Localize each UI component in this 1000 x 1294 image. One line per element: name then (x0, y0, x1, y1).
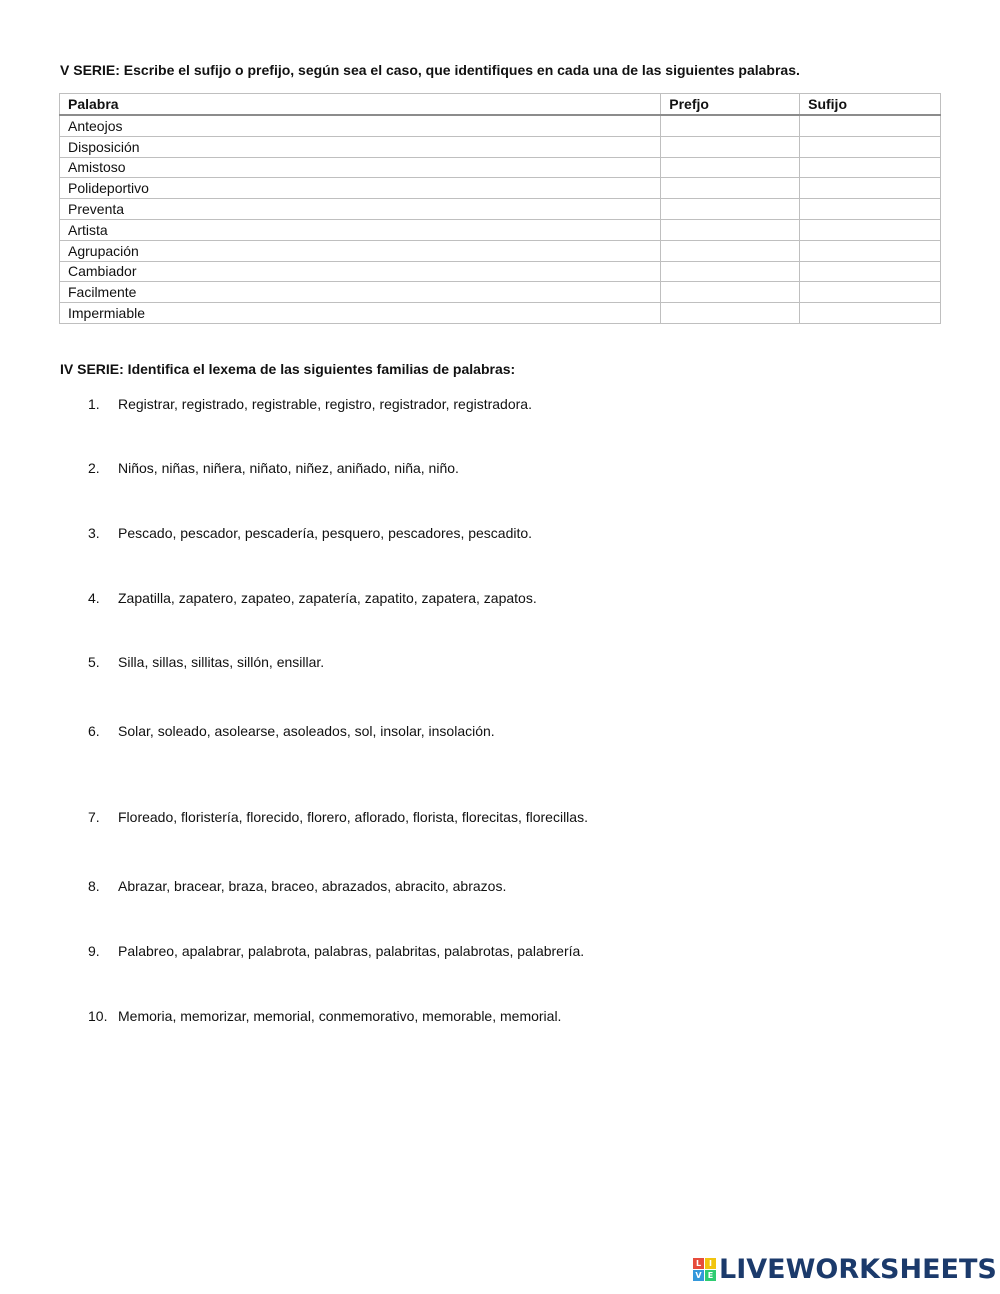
word-cell: Preventa (60, 199, 661, 220)
word-cell: Agrupación (60, 240, 661, 261)
logo-mark-letter: I (705, 1258, 716, 1269)
column-header-prefijo: Prefjo (661, 94, 800, 116)
column-header-sufijo: Sufijo (800, 94, 941, 116)
prefix-answer-cell[interactable] (661, 178, 800, 199)
table-row (60, 303, 941, 324)
list-item-text: Registrar, registrado, registrable, registro, registrador, registradora. (118, 396, 532, 412)
suffix-answer-cell[interactable] (800, 115, 941, 136)
logo-mark-letter: E (705, 1270, 716, 1281)
table-row (60, 240, 941, 261)
list-item-text: Abrazar, bracear, braza, braceo, abrazados, abracito, abrazos. (118, 878, 507, 894)
prefix-answer-cell[interactable] (661, 136, 800, 157)
column-header-palabra: Palabra (60, 94, 661, 116)
list-item (88, 396, 532, 412)
prefix-answer-cell[interactable] (661, 157, 800, 178)
table-row (60, 178, 941, 199)
prefix-answer-cell[interactable] (661, 240, 800, 261)
suffix-answer-cell[interactable] (800, 219, 941, 240)
word-cell: Polideportivo (60, 178, 661, 199)
table-row (60, 136, 941, 157)
list-item-number: 9. (88, 943, 100, 959)
word-cell: Impermiable (60, 303, 661, 324)
list-item-text: Pescado, pescador, pescadería, pesquero, pescadores, pescadito. (118, 525, 533, 541)
prefix-answer-cell[interactable] (661, 199, 800, 220)
word-cell: Artista (60, 219, 661, 240)
list-item-number: 4. (88, 590, 100, 606)
liveworksheets-logo (693, 1254, 997, 1284)
word-cell: Facilmente (60, 282, 661, 303)
logo-mark-letter: V (693, 1270, 704, 1281)
prefix-answer-cell[interactable] (661, 282, 800, 303)
table-row (60, 261, 941, 282)
list-item-number: 10. (88, 1008, 108, 1024)
prefix-answer-cell[interactable] (661, 303, 800, 324)
prefix-answer-cell[interactable] (661, 261, 800, 282)
prefix-answer-cell[interactable] (661, 115, 800, 136)
list-item (88, 723, 495, 739)
list-item (88, 590, 537, 606)
list-item (88, 809, 588, 825)
table-row (60, 157, 941, 178)
logo-wordmark: LIVEWORKSHEETS (719, 1253, 997, 1285)
table-row (60, 199, 941, 220)
list-item-text: Silla, sillas, sillitas, sillón, ensillar. (118, 654, 325, 670)
word-cell: Anteojos (60, 115, 661, 136)
section-iv-heading: IV SERIE: Identifica el lexema de las siguientes familias de palabras: (60, 361, 516, 377)
list-item-number: 6. (88, 723, 100, 739)
suffix-answer-cell[interactable] (800, 282, 941, 303)
list-item (88, 943, 584, 959)
suffix-answer-cell[interactable] (800, 199, 941, 220)
list-item-number: 1. (88, 396, 100, 412)
list-item-text: Memoria, memorizar, memorial, conmemorativo, memorable, memorial. (118, 1008, 562, 1024)
list-item-text: Niños, niñas, niñera, niñato, niñez, aniñado, niña, niño. (118, 460, 459, 476)
liveworksheets-mark-icon (693, 1258, 716, 1281)
list-item-number: 3. (88, 525, 100, 541)
list-item-number: 7. (88, 809, 100, 825)
suffix-answer-cell[interactable] (800, 157, 941, 178)
suffix-answer-cell[interactable] (800, 136, 941, 157)
suffix-answer-cell[interactable] (800, 240, 941, 261)
list-item-text: Zapatilla, zapatero, zapateo, zapatería, zapatito, zapatera, zapatos. (118, 590, 537, 606)
list-item-text: Solar, soleado, asolearse, asoleados, sol, insolar, insolación. (118, 723, 495, 739)
logo-mark-letter: L (693, 1258, 704, 1269)
affix-table (59, 93, 941, 324)
list-item (88, 1008, 561, 1024)
prefix-answer-cell[interactable] (661, 219, 800, 240)
list-item (88, 878, 506, 894)
list-item (88, 525, 532, 541)
table-header-row (60, 94, 941, 116)
list-item-text: Floreado, floristería, florecido, florero, aflorado, florista, florecitas, florecillas. (118, 809, 588, 825)
table-row (60, 219, 941, 240)
table-row (60, 282, 941, 303)
list-item (88, 460, 459, 476)
list-item-number: 8. (88, 878, 100, 894)
word-cell: Cambiador (60, 261, 661, 282)
list-item (88, 654, 324, 670)
suffix-answer-cell[interactable] (800, 261, 941, 282)
table-row (60, 115, 941, 136)
suffix-answer-cell[interactable] (800, 178, 941, 199)
suffix-answer-cell[interactable] (800, 303, 941, 324)
section-v-heading: V SERIE: Escribe el sufijo o prefijo, según sea el caso, que identifiques en cada una de las siguientes palabras. (60, 62, 800, 78)
list-item-number: 5. (88, 654, 100, 670)
list-item-number: 2. (88, 460, 100, 476)
word-cell: Amistoso (60, 157, 661, 178)
word-cell: Disposición (60, 136, 661, 157)
list-item-text: Palabreo, apalabrar, palabrota, palabras, palabritas, palabrotas, palabrería. (118, 943, 585, 959)
